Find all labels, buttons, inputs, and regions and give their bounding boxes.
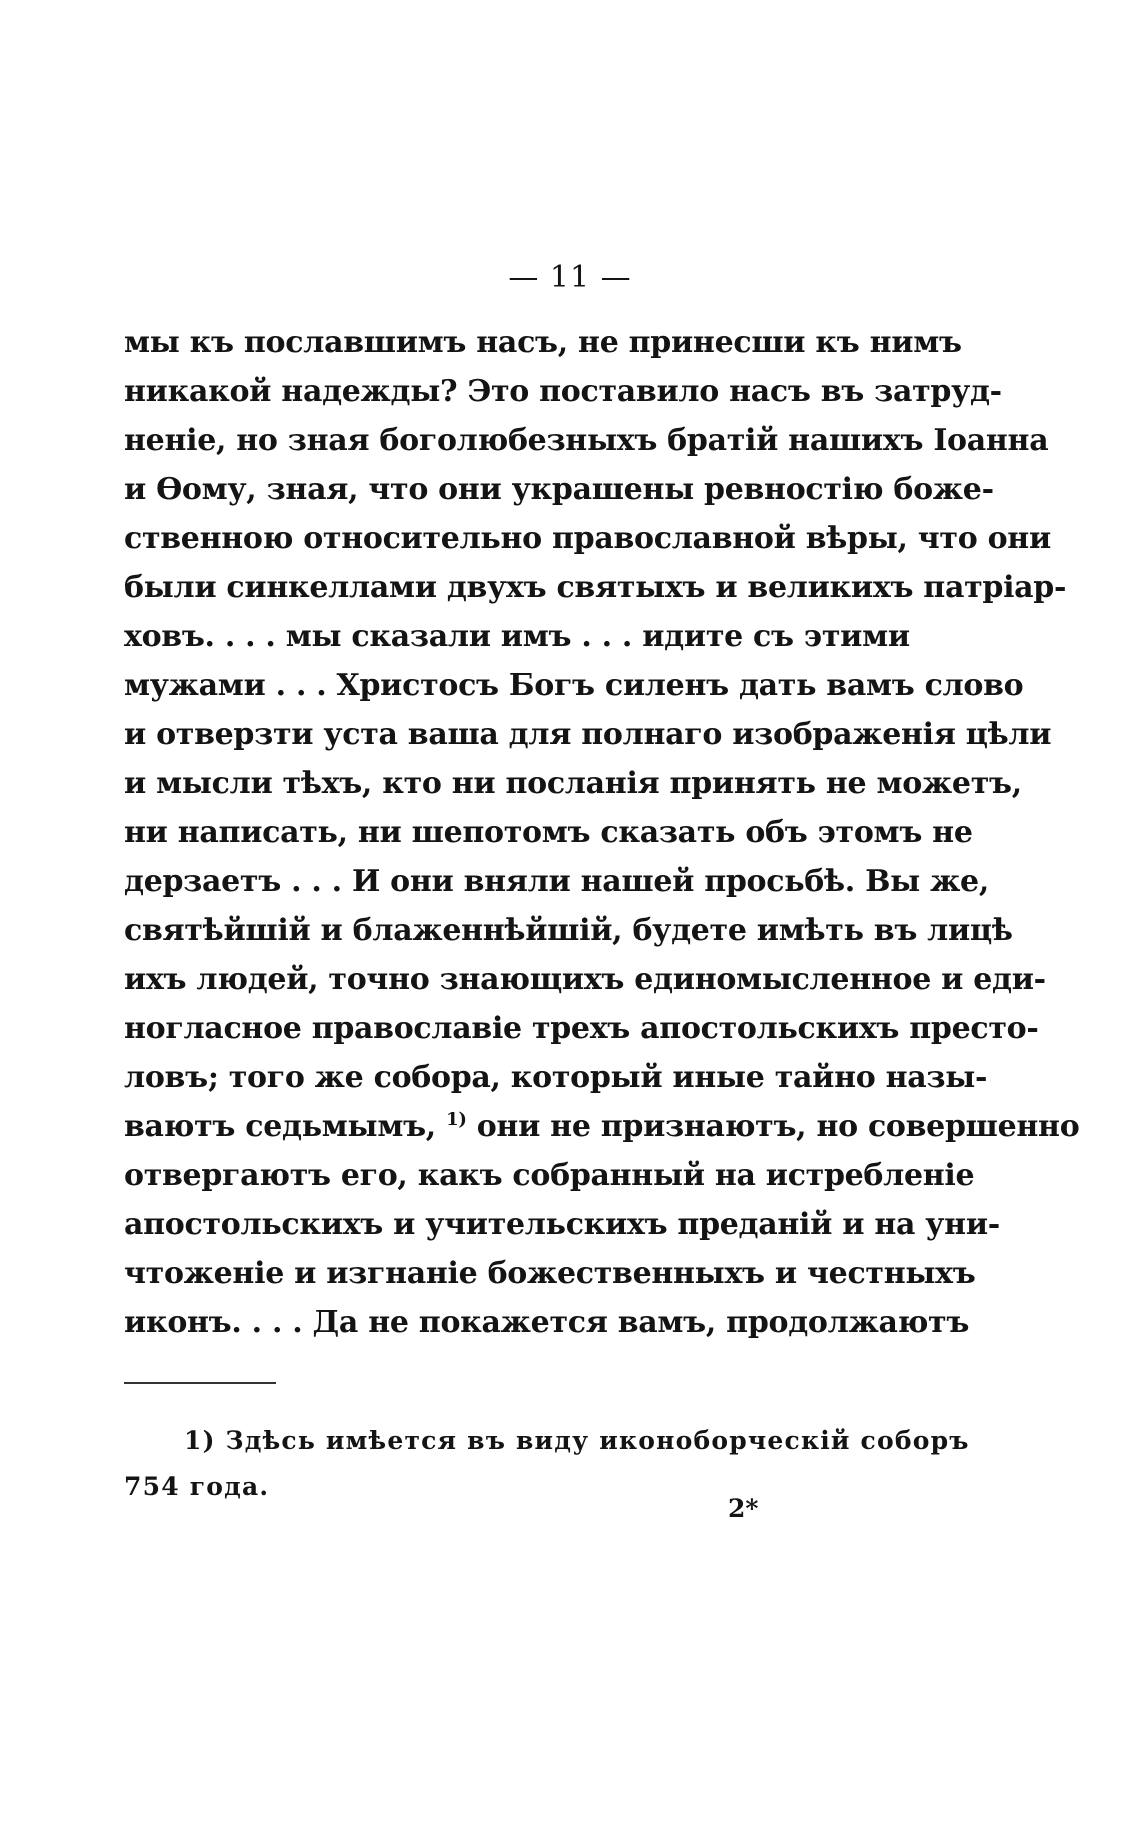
text-line: и Ѳому, зная, что они украшены ревностію боже- (124, 472, 994, 507)
text-line: и отверзти уста ваша для полнаго изображенія цѣли (124, 717, 1052, 752)
text-line: ственною относительно православной вѣры, что они (124, 521, 1051, 556)
footnote-line (124, 1418, 970, 1464)
text-line: были синкеллами двухъ святыхъ и великихъ патріар- (124, 570, 1067, 605)
text-line: ховъ. . . . мы сказали имъ . . . идите съ этими (124, 619, 910, 654)
footnote-separator (124, 1382, 276, 1384)
text-line: и мысли тѣхъ, кто ни посланія принять не можетъ, (124, 766, 1022, 801)
page-number: — 11 — (508, 260, 632, 295)
text-line: апостольскихъ и учительскихъ преданій и на уни- (124, 1207, 1000, 1242)
text-line: ни написать, ни шепотомъ сказать объ этомъ не (124, 815, 973, 850)
text-line: дерзаетъ . . . И они вняли нашей просьбѣ. Вы же, (124, 864, 989, 899)
text-line: иконъ. . . . Да не покажется вамъ, продолжаютъ (124, 1305, 970, 1340)
footnote-line: 754 года. (124, 1472, 270, 1501)
text-line: ногласное православіе трехъ апостольскихъ престо- (124, 1011, 1039, 1046)
text-line: мужами . . . Христосъ Богъ силенъ дать вамъ слово (124, 668, 1024, 703)
text-line-with-footnote (124, 1102, 1080, 1151)
text-line: ихъ людей, точно знающихъ единомысленное и еди- (124, 962, 1046, 997)
text-line: святѣйшій и блаженнѣйшій, будете имѣть въ лицѣ (124, 913, 1013, 948)
footnote-text: Здѣсь имѣется въ виду иконоборческій соборъ (225, 1426, 970, 1455)
footnote-marker: 1) (184, 1426, 216, 1455)
text-segment: они не признаютъ, но совершенно (476, 1109, 1080, 1144)
text-line: ловъ; того же собора, который иные тайно назы- (124, 1060, 988, 1095)
text-line: отвергаютъ его, какъ собранный на истребленіе (124, 1158, 975, 1193)
signature-mark: 2* (728, 1494, 759, 1523)
text-line: никакой надежды? Это поставило насъ въ затруд- (124, 374, 1002, 409)
text-line: мы къ пославшимъ насъ, не принесши къ нимъ (124, 325, 962, 360)
text-segment: ваютъ седьмымъ, (124, 1109, 436, 1144)
text-line: чтоженіе и изгнаніе божественныхъ и честныхъ (124, 1256, 976, 1291)
body-text (124, 318, 1080, 1347)
footnote-reference[interactable]: 1) (446, 1109, 467, 1130)
footnote (124, 1418, 970, 1510)
text-line: неніе, но зная боголюбезныхъ братій нашихъ Іоанна (124, 423, 1049, 458)
